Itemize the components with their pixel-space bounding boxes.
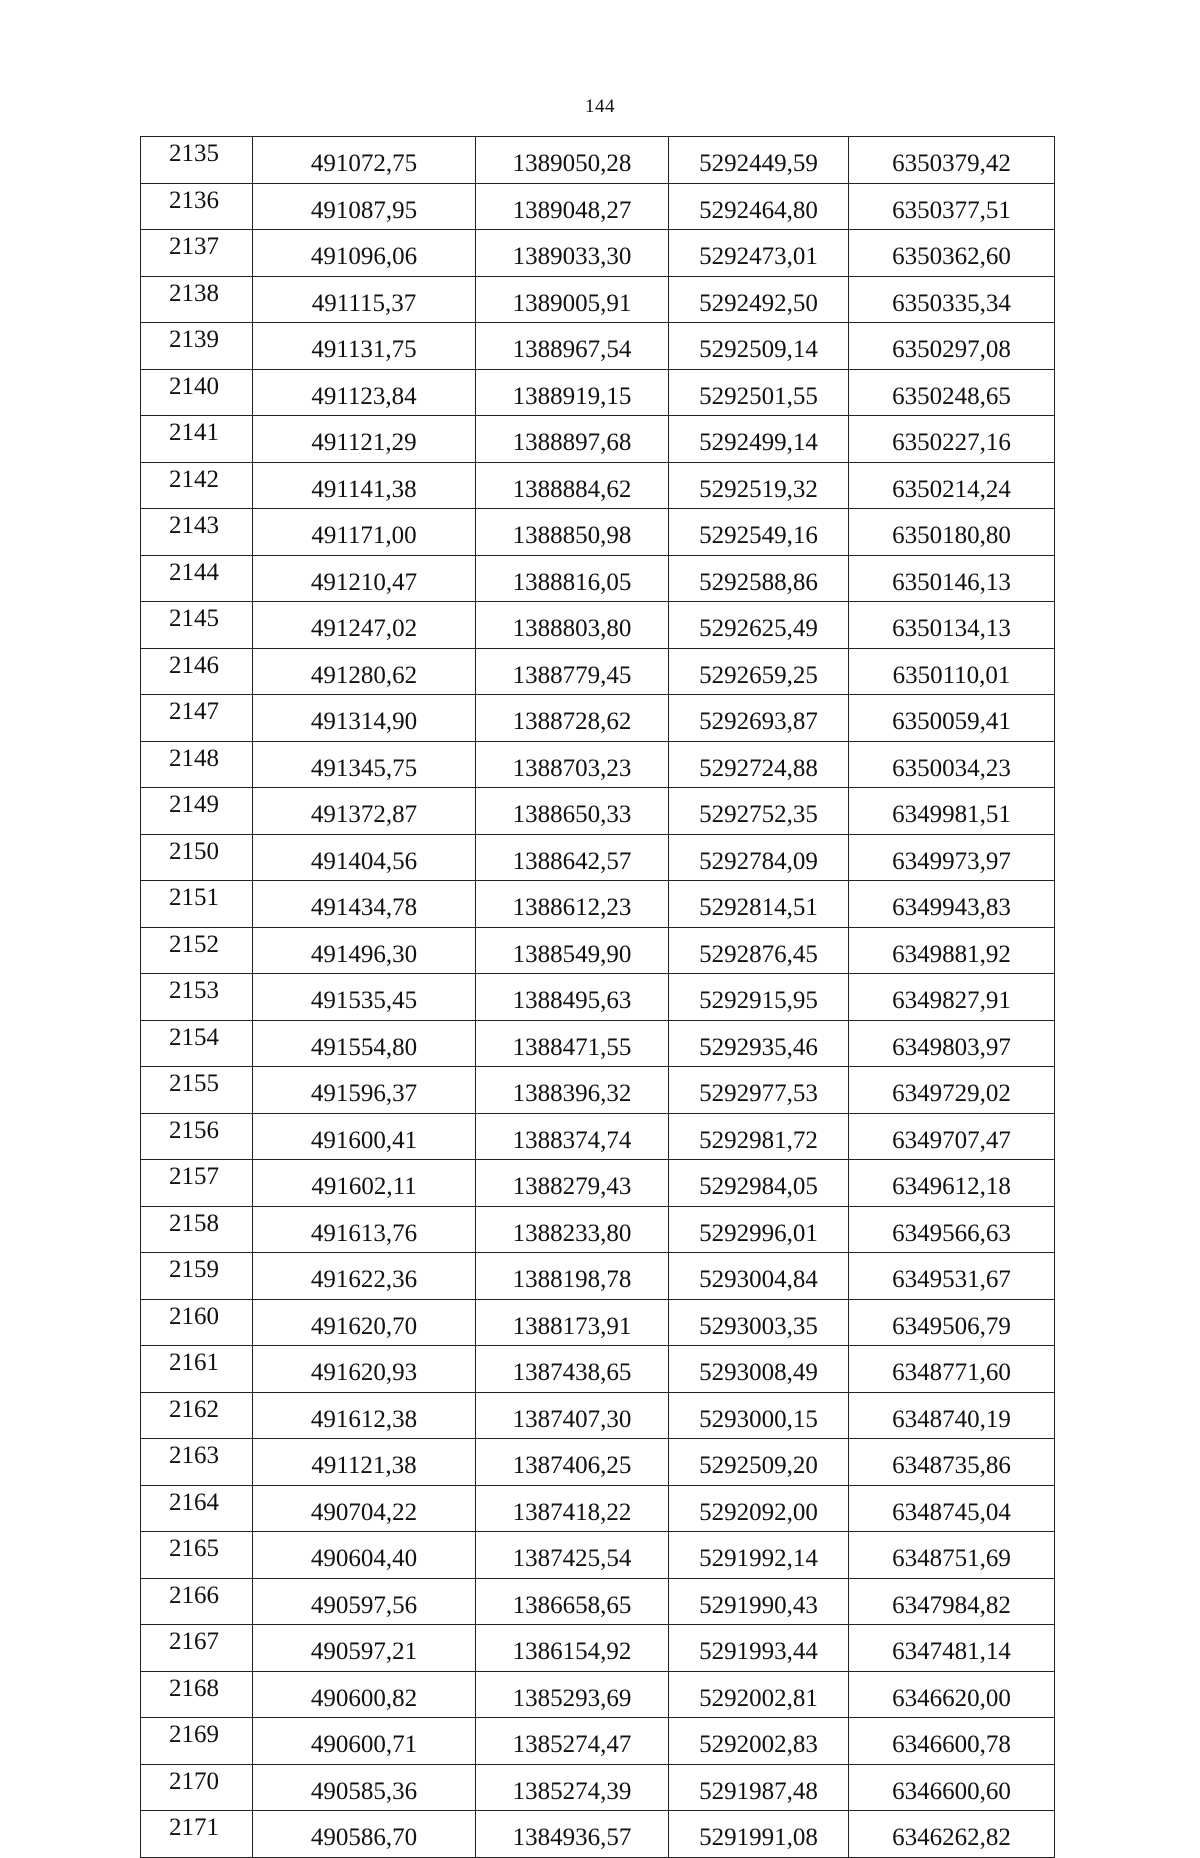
coord-x2-cell: 5292588,86	[669, 555, 849, 602]
page-number: 144	[585, 96, 615, 117]
coord-x2-cell: 5292473,01	[669, 230, 849, 277]
point-number-cell: 2163	[141, 1439, 253, 1486]
coord-y2-cell: 6350059,41	[849, 695, 1055, 742]
table-row	[141, 276, 1055, 323]
coord-x-cell: 490597,56	[253, 1578, 476, 1625]
table-row	[141, 323, 1055, 370]
point-number-cell: 2150	[141, 834, 253, 881]
table-row	[141, 788, 1055, 835]
point-number-cell: 2155	[141, 1067, 253, 1114]
coord-x-cell: 491535,45	[253, 974, 476, 1021]
coord-y2-cell: 6350362,60	[849, 230, 1055, 277]
coord-x-cell: 491087,95	[253, 183, 476, 230]
coord-x-cell: 490585,36	[253, 1764, 476, 1811]
coord-x2-cell: 5291993,44	[669, 1625, 849, 1672]
table-row	[141, 1113, 1055, 1160]
point-number-cell: 2156	[141, 1113, 253, 1160]
coord-x-cell: 491612,38	[253, 1392, 476, 1439]
coord-y2-cell: 6348771,60	[849, 1346, 1055, 1393]
table-row	[141, 741, 1055, 788]
table-row	[141, 1625, 1055, 1672]
coord-y2-cell: 6350146,13	[849, 555, 1055, 602]
coord-y2-cell: 6350180,80	[849, 509, 1055, 556]
coord-y2-cell: 6349707,47	[849, 1113, 1055, 1160]
point-number-cell: 2137	[141, 230, 253, 277]
point-number-cell: 2139	[141, 323, 253, 370]
coord-y2-cell: 6347481,14	[849, 1625, 1055, 1672]
coord-x-cell: 491314,90	[253, 695, 476, 742]
point-number-cell: 2168	[141, 1671, 253, 1718]
coord-y-cell: 1388850,98	[476, 509, 669, 556]
coord-y-cell: 1389050,28	[476, 137, 669, 184]
coord-y-cell: 1388919,15	[476, 369, 669, 416]
coord-x2-cell: 5292935,46	[669, 1020, 849, 1067]
table-row	[141, 602, 1055, 649]
coord-y-cell: 1388967,54	[476, 323, 669, 370]
table-row	[141, 1067, 1055, 1114]
point-number-cell: 2141	[141, 416, 253, 463]
coord-x-cell: 491620,93	[253, 1346, 476, 1393]
coord-x2-cell: 5292625,49	[669, 602, 849, 649]
coord-x-cell: 491554,80	[253, 1020, 476, 1067]
coord-x2-cell: 5292996,01	[669, 1206, 849, 1253]
coord-y-cell: 1388642,57	[476, 834, 669, 881]
coord-x2-cell: 5292724,88	[669, 741, 849, 788]
point-number-cell: 2142	[141, 462, 253, 509]
point-number-cell: 2136	[141, 183, 253, 230]
coord-y2-cell: 6349506,79	[849, 1299, 1055, 1346]
coord-y-cell: 1389005,91	[476, 276, 669, 323]
coord-y-cell: 1388495,63	[476, 974, 669, 1021]
coord-x-cell: 491404,56	[253, 834, 476, 881]
coord-x2-cell: 5292977,53	[669, 1067, 849, 1114]
coord-y-cell: 1388549,90	[476, 927, 669, 974]
coord-y2-cell: 6346600,78	[849, 1718, 1055, 1765]
point-number-cell: 2165	[141, 1532, 253, 1579]
point-number-cell: 2159	[141, 1253, 253, 1300]
coord-y2-cell: 6349729,02	[849, 1067, 1055, 1114]
coord-x-cell: 491372,87	[253, 788, 476, 835]
coord-y2-cell: 6349881,92	[849, 927, 1055, 974]
table-row	[141, 1020, 1055, 1067]
coord-x2-cell: 5292876,45	[669, 927, 849, 974]
coord-x-cell: 491171,00	[253, 509, 476, 556]
coord-y2-cell: 6347984,82	[849, 1578, 1055, 1625]
coord-y2-cell: 6348735,86	[849, 1439, 1055, 1486]
coord-x-cell: 491602,11	[253, 1160, 476, 1207]
coord-y-cell: 1384936,57	[476, 1811, 669, 1858]
table-row	[141, 1671, 1055, 1718]
coord-x-cell: 491622,36	[253, 1253, 476, 1300]
coord-y-cell: 1388650,33	[476, 788, 669, 835]
coord-y-cell: 1387425,54	[476, 1532, 669, 1579]
table-row	[141, 1299, 1055, 1346]
table-row	[141, 927, 1055, 974]
coord-y-cell: 1389033,30	[476, 230, 669, 277]
coord-x-cell: 491123,84	[253, 369, 476, 416]
coord-x-cell: 491131,75	[253, 323, 476, 370]
coord-y2-cell: 6349827,91	[849, 974, 1055, 1021]
table-row	[141, 230, 1055, 277]
coord-y-cell: 1388816,05	[476, 555, 669, 602]
coord-x2-cell: 5293003,35	[669, 1299, 849, 1346]
coord-x-cell: 491345,75	[253, 741, 476, 788]
coord-y2-cell: 6350248,65	[849, 369, 1055, 416]
coord-y2-cell: 6346620,00	[849, 1671, 1055, 1718]
coord-y2-cell: 6349531,67	[849, 1253, 1055, 1300]
coord-y-cell: 1386154,92	[476, 1625, 669, 1672]
point-number-cell: 2143	[141, 509, 253, 556]
table-row	[141, 974, 1055, 1021]
coord-x-cell: 491121,38	[253, 1439, 476, 1486]
table-row	[141, 1206, 1055, 1253]
coord-y-cell: 1388173,91	[476, 1299, 669, 1346]
coord-x2-cell: 5292981,72	[669, 1113, 849, 1160]
coord-x2-cell: 5291990,43	[669, 1578, 849, 1625]
table-row	[141, 183, 1055, 230]
coord-x2-cell: 5291992,14	[669, 1532, 849, 1579]
coord-x2-cell: 5292464,80	[669, 183, 849, 230]
coord-x-cell: 491600,41	[253, 1113, 476, 1160]
point-number-cell: 2169	[141, 1718, 253, 1765]
table-row	[141, 462, 1055, 509]
point-number-cell: 2149	[141, 788, 253, 835]
coord-x2-cell: 5292915,95	[669, 974, 849, 1021]
table-row	[141, 1532, 1055, 1579]
coord-x-cell: 491496,30	[253, 927, 476, 974]
coord-y2-cell: 6348740,19	[849, 1392, 1055, 1439]
coord-x-cell: 490704,22	[253, 1485, 476, 1532]
table-row	[141, 1346, 1055, 1393]
coord-x2-cell: 5292509,20	[669, 1439, 849, 1486]
coord-x2-cell: 5292784,09	[669, 834, 849, 881]
table-row	[141, 1485, 1055, 1532]
coord-y-cell: 1388779,45	[476, 648, 669, 695]
table-row	[141, 1764, 1055, 1811]
coord-y2-cell: 6350134,13	[849, 602, 1055, 649]
point-number-cell: 2148	[141, 741, 253, 788]
coord-y2-cell: 6350297,08	[849, 323, 1055, 370]
coord-x-cell: 491115,37	[253, 276, 476, 323]
point-number-cell: 2140	[141, 369, 253, 416]
coord-x-cell: 491072,75	[253, 137, 476, 184]
point-number-cell: 2138	[141, 276, 253, 323]
point-number-cell: 2170	[141, 1764, 253, 1811]
point-number-cell: 2162	[141, 1392, 253, 1439]
coord-y2-cell: 6350377,51	[849, 183, 1055, 230]
coord-x2-cell: 5292519,32	[669, 462, 849, 509]
coord-x2-cell: 5293004,84	[669, 1253, 849, 1300]
coord-x2-cell: 5292752,35	[669, 788, 849, 835]
coord-x-cell: 490597,21	[253, 1625, 476, 1672]
coord-x2-cell: 5291987,48	[669, 1764, 849, 1811]
table-row	[141, 1811, 1055, 1858]
point-number-cell: 2152	[141, 927, 253, 974]
coord-y2-cell: 6349981,51	[849, 788, 1055, 835]
coord-x-cell: 491096,06	[253, 230, 476, 277]
coord-x2-cell: 5292814,51	[669, 881, 849, 928]
table-row	[141, 509, 1055, 556]
point-number-cell: 2161	[141, 1346, 253, 1393]
table-row	[141, 1439, 1055, 1486]
coord-x2-cell: 5292492,50	[669, 276, 849, 323]
coord-x-cell: 491613,76	[253, 1206, 476, 1253]
coord-x2-cell: 5292002,81	[669, 1671, 849, 1718]
point-number-cell: 2158	[141, 1206, 253, 1253]
table-row	[141, 1718, 1055, 1765]
table-row	[141, 137, 1055, 184]
coord-x2-cell: 5292092,00	[669, 1485, 849, 1532]
coord-y2-cell: 6350227,16	[849, 416, 1055, 463]
coord-x-cell: 491121,29	[253, 416, 476, 463]
coord-x2-cell: 5292449,59	[669, 137, 849, 184]
coord-y2-cell: 6349803,97	[849, 1020, 1055, 1067]
coord-y2-cell: 6348751,69	[849, 1532, 1055, 1579]
coord-x2-cell: 5291991,08	[669, 1811, 849, 1858]
coord-y-cell: 1388612,23	[476, 881, 669, 928]
coord-x-cell: 491620,70	[253, 1299, 476, 1346]
coord-y2-cell: 6350335,34	[849, 276, 1055, 323]
coord-y-cell: 1389048,27	[476, 183, 669, 230]
coord-x-cell: 491210,47	[253, 555, 476, 602]
coord-y2-cell: 6349943,83	[849, 881, 1055, 928]
point-number-cell: 2153	[141, 974, 253, 1021]
point-number-cell: 2151	[141, 881, 253, 928]
point-number-cell: 2144	[141, 555, 253, 602]
coord-x2-cell: 5292549,16	[669, 509, 849, 556]
coord-y-cell: 1387406,25	[476, 1439, 669, 1486]
coord-y-cell: 1385274,47	[476, 1718, 669, 1765]
coord-y2-cell: 6350110,01	[849, 648, 1055, 695]
coord-x-cell: 490600,82	[253, 1671, 476, 1718]
coord-x-cell: 490604,40	[253, 1532, 476, 1579]
coord-x-cell: 491596,37	[253, 1067, 476, 1114]
coord-x2-cell: 5292984,05	[669, 1160, 849, 1207]
point-number-cell: 2147	[141, 695, 253, 742]
coord-y-cell: 1388728,62	[476, 695, 669, 742]
coord-y2-cell: 6348745,04	[849, 1485, 1055, 1532]
table-row	[141, 555, 1055, 602]
coord-y2-cell: 6350034,23	[849, 741, 1055, 788]
coord-y-cell: 1388233,80	[476, 1206, 669, 1253]
coord-x-cell: 490586,70	[253, 1811, 476, 1858]
coord-x2-cell: 5293008,49	[669, 1346, 849, 1393]
coord-y-cell: 1388471,55	[476, 1020, 669, 1067]
coord-x-cell: 490600,71	[253, 1718, 476, 1765]
table-row	[141, 648, 1055, 695]
table-row	[141, 1253, 1055, 1300]
point-number-cell: 2145	[141, 602, 253, 649]
coord-y-cell: 1388374,74	[476, 1113, 669, 1160]
table-row	[141, 834, 1055, 881]
coord-y-cell: 1385293,69	[476, 1671, 669, 1718]
coord-y2-cell: 6350214,24	[849, 462, 1055, 509]
coord-y-cell: 1387438,65	[476, 1346, 669, 1393]
table-row	[141, 416, 1055, 463]
coord-x2-cell: 5292002,83	[669, 1718, 849, 1765]
coord-y-cell: 1388884,62	[476, 462, 669, 509]
point-number-cell: 2146	[141, 648, 253, 695]
coordinates-table-body	[141, 137, 1055, 1858]
table-row	[141, 881, 1055, 928]
coord-y-cell: 1388897,68	[476, 416, 669, 463]
point-number-cell: 2164	[141, 1485, 253, 1532]
coord-y-cell: 1388803,80	[476, 602, 669, 649]
coord-x-cell: 491434,78	[253, 881, 476, 928]
coord-y-cell: 1386658,65	[476, 1578, 669, 1625]
coord-y2-cell: 6346262,82	[849, 1811, 1055, 1858]
coord-y-cell: 1385274,39	[476, 1764, 669, 1811]
coord-x-cell: 491280,62	[253, 648, 476, 695]
coord-y2-cell: 6349973,97	[849, 834, 1055, 881]
coord-y-cell: 1388396,32	[476, 1067, 669, 1114]
coord-y-cell: 1388279,43	[476, 1160, 669, 1207]
table-row	[141, 1392, 1055, 1439]
coord-x-cell: 491247,02	[253, 602, 476, 649]
coord-y2-cell: 6346600,60	[849, 1764, 1055, 1811]
point-number-cell: 2171	[141, 1811, 253, 1858]
point-number-cell: 2160	[141, 1299, 253, 1346]
point-number-cell: 2154	[141, 1020, 253, 1067]
table-row	[141, 695, 1055, 742]
coord-x2-cell: 5292501,55	[669, 369, 849, 416]
point-number-cell: 2157	[141, 1160, 253, 1207]
coord-x-cell: 491141,38	[253, 462, 476, 509]
coordinates-table	[140, 136, 1055, 1858]
point-number-cell: 2166	[141, 1578, 253, 1625]
coord-x2-cell: 5292509,14	[669, 323, 849, 370]
coord-y2-cell: 6350379,42	[849, 137, 1055, 184]
table-row	[141, 1160, 1055, 1207]
coord-y-cell: 1388703,23	[476, 741, 669, 788]
table-row	[141, 1578, 1055, 1625]
point-number-cell: 2135	[141, 137, 253, 184]
table-row	[141, 369, 1055, 416]
coord-y-cell: 1387407,30	[476, 1392, 669, 1439]
coord-y-cell: 1388198,78	[476, 1253, 669, 1300]
coord-x2-cell: 5293000,15	[669, 1392, 849, 1439]
coord-x2-cell: 5292659,25	[669, 648, 849, 695]
coord-y2-cell: 6349566,63	[849, 1206, 1055, 1253]
coord-x2-cell: 5292693,87	[669, 695, 849, 742]
coord-y2-cell: 6349612,18	[849, 1160, 1055, 1207]
coord-x2-cell: 5292499,14	[669, 416, 849, 463]
coord-y-cell: 1387418,22	[476, 1485, 669, 1532]
point-number-cell: 2167	[141, 1625, 253, 1672]
